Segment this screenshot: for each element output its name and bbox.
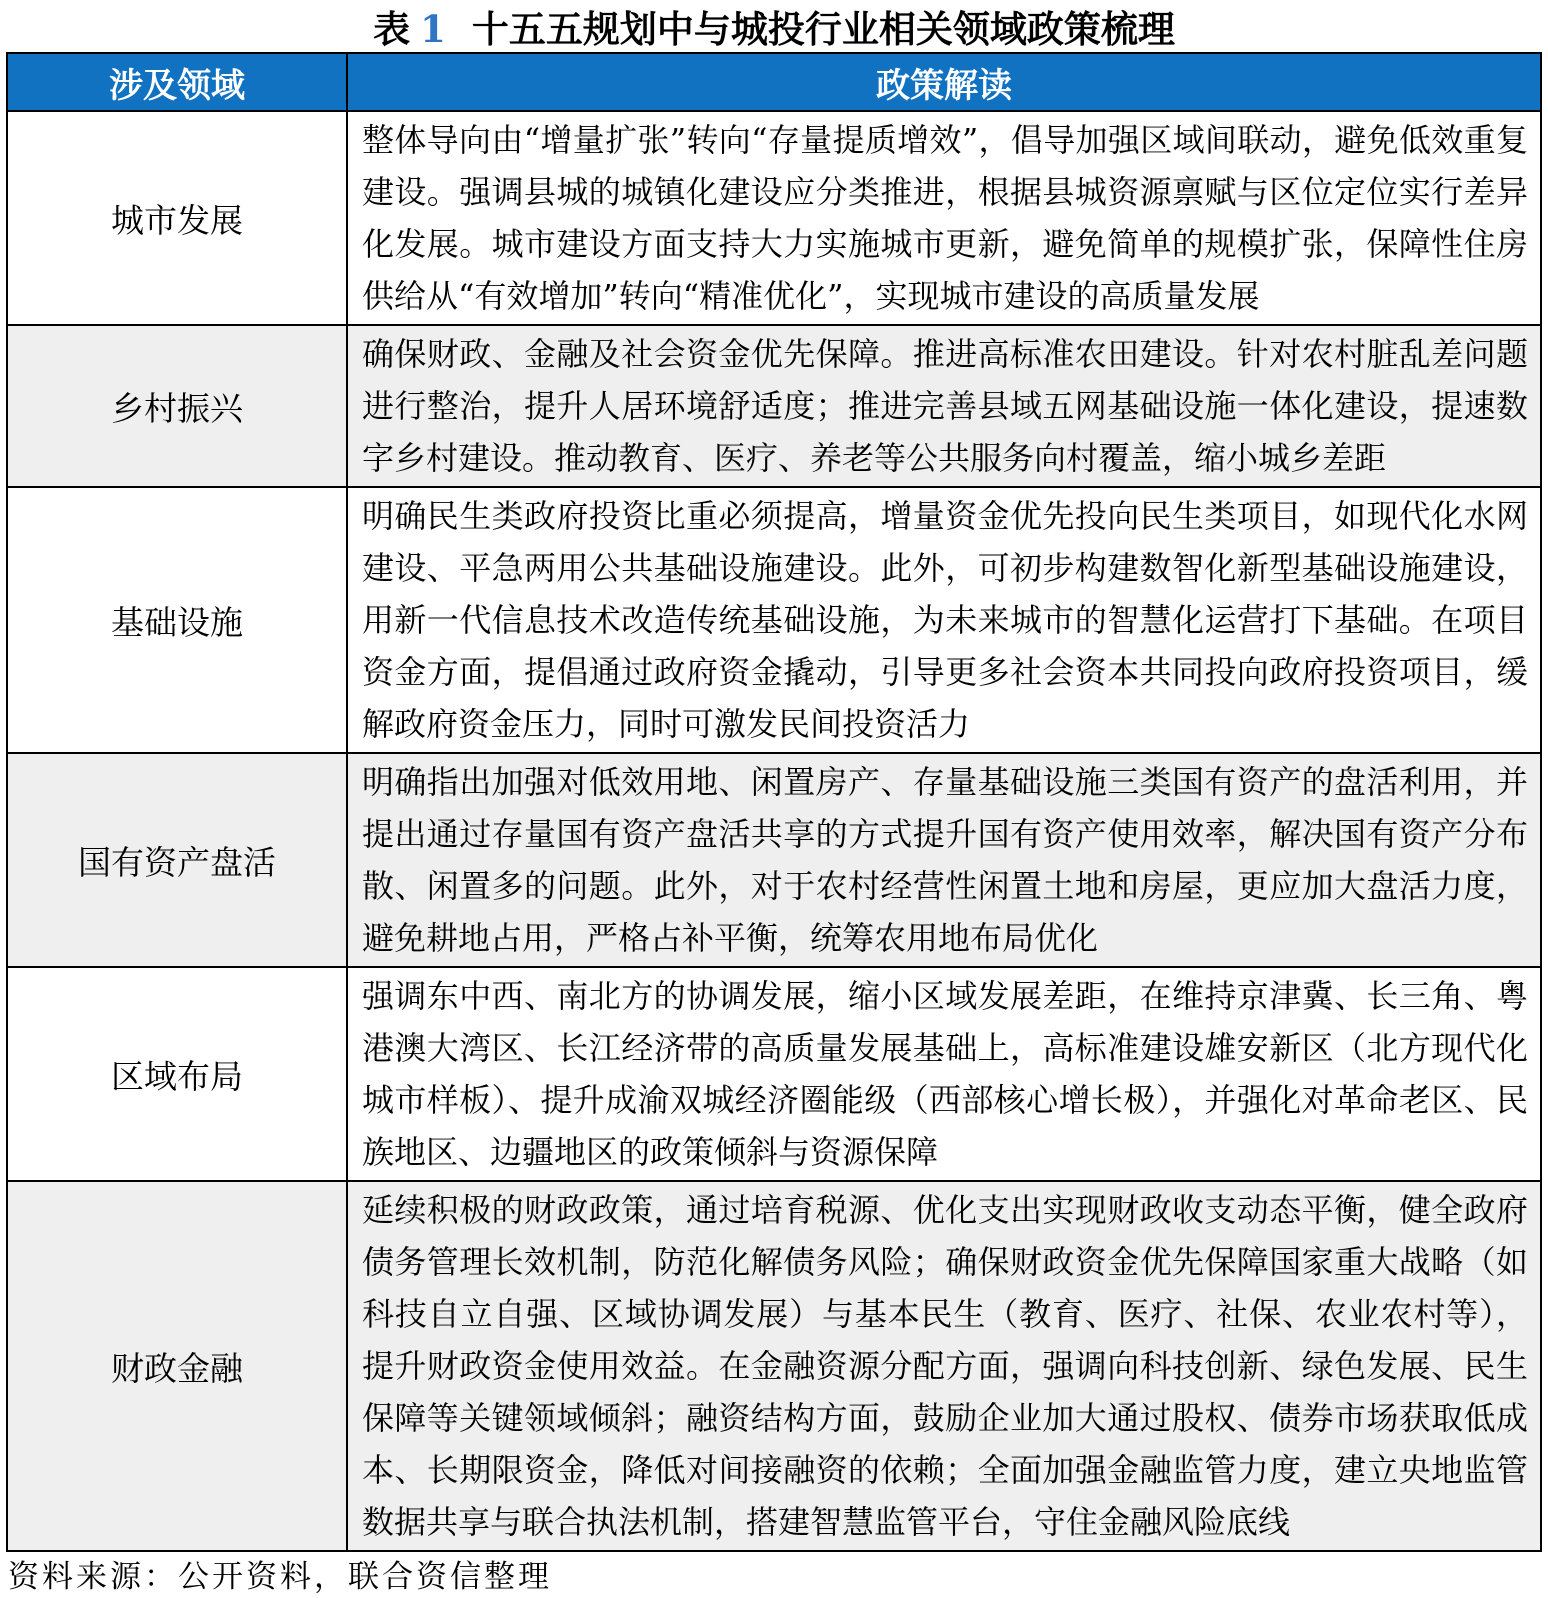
- table-title: [0, 0, 1548, 52]
- table-row-rural-revitalization: [8, 324, 1540, 486]
- area-cell: 区域布局: [111, 1056, 243, 1096]
- policy-cell: 强调东中西、南北方的协调发展，缩小区域发展差距，在维持京津冀、长三角、粤港澳大湾区、长江经济带的高质量发展基础上，高标准建设雄安新区（北方现代化城市样板）、提升成渝双城经济圈能级（西部核心增长极），并强化对革命老区、民族地区、边疆地区的政策倾斜与资源保障: [346, 968, 1540, 1180]
- area-cell: 财政金融: [111, 1348, 243, 1388]
- table-title-text: 十五五规划中与城投行业相关领域政策梳理: [471, 7, 1175, 51]
- table-row-fiscal-finance: [8, 1180, 1540, 1550]
- table-row-regional-layout: [8, 966, 1540, 1180]
- table-header-row: [8, 54, 1540, 112]
- policy-cell: 确保财政、金融及社会资金优先保障。推进高标准农田建设。针对农村脏乱差问题进行整治，提升人居环境舒适度；推进完善县域五网基础设施一体化建设，提速数字乡村建设。推动教育、医疗、养老等公共服务向村覆盖，缩小城乡差距: [346, 326, 1540, 486]
- policy-table: [6, 52, 1542, 1552]
- source-note: 资料来源：公开资料，联合资信整理: [8, 1559, 552, 1595]
- policy-cell: 明确民生类政府投资比重必须提高，增量资金优先投向民生类项目，如现代化水网建设、平急两用公共基础设施建设。此外，可初步构建数智化新型基础设施建设，用新一代信息技术改造传统基础设施，为未来城市的智慧化运营打下基础。在项目资金方面，提倡通过政府资金撬动，引导更多社会资本共同投向政府投资项目，缓解政府资金压力，同时可激发民间投资活力: [346, 488, 1540, 752]
- area-cell: 乡村振兴: [111, 388, 243, 428]
- table-row-urban-development: [8, 112, 1540, 324]
- policy-cell: 明确指出加强对低效用地、闲置房产、存量基础设施三类国有资产的盘活利用，并提出通过存量国有资产盘活共享的方式提升国有资产使用效率，解决国有资产分布散、闲置多的问题。此外，对于农村经营性闲置土地和房屋，更应加大盘活力度，避免耕地占用，严格占补平衡，统筹农用地布局优化: [346, 754, 1540, 966]
- table-row-infrastructure: [8, 486, 1540, 752]
- area-cell: 基础设施: [111, 602, 243, 642]
- column-header-area: 涉及领域: [109, 66, 245, 105]
- column-header-policy: 政策解读: [346, 54, 1540, 110]
- policy-cell: 整体导向由“增量扩张”转向“存量提质增效”，倡导加强区域间联动，避免低效重复建设。强调县城的城镇化建设应分类推进，根据县城资源禀赋与区位定位实行差异化发展。城市建设方面支持大力实施城市更新，避免简单的规模扩张，保障性住房供给从“有效增加”转向“精准优化”，实现城市建设的高质量发展: [346, 112, 1540, 324]
- policy-cell: 延续积极的财政政策，通过培育税源、优化支出实现财政收支动态平衡，健全政府债务管理长效机制，防范化解债务风险；确保财政资金优先保障国家重大战略（如科技自立自强、区域协调发展）与基本民生（教育、医疗、社保、农业农村等），提升财政资金使用效益。在金融资源分配方面，强调向科技创新、绿色发展、民生保障等关键领域倾斜；融资结构方面，鼓励企业加大通过股权、债券市场获取低成本、长期限资金，降低对间接融资的依赖；全面加强金融监管力度，建立央地监管数据共享与联合执法机制，搭建智慧监管平台，守住金融风险底线: [346, 1182, 1540, 1550]
- table-title-prefix: 表: [373, 7, 411, 51]
- area-cell: 国有资产盘活: [78, 842, 276, 882]
- table-row-state-asset-activation: [8, 752, 1540, 966]
- area-cell: 城市发展: [111, 200, 243, 240]
- table-title-number: 1: [420, 7, 446, 51]
